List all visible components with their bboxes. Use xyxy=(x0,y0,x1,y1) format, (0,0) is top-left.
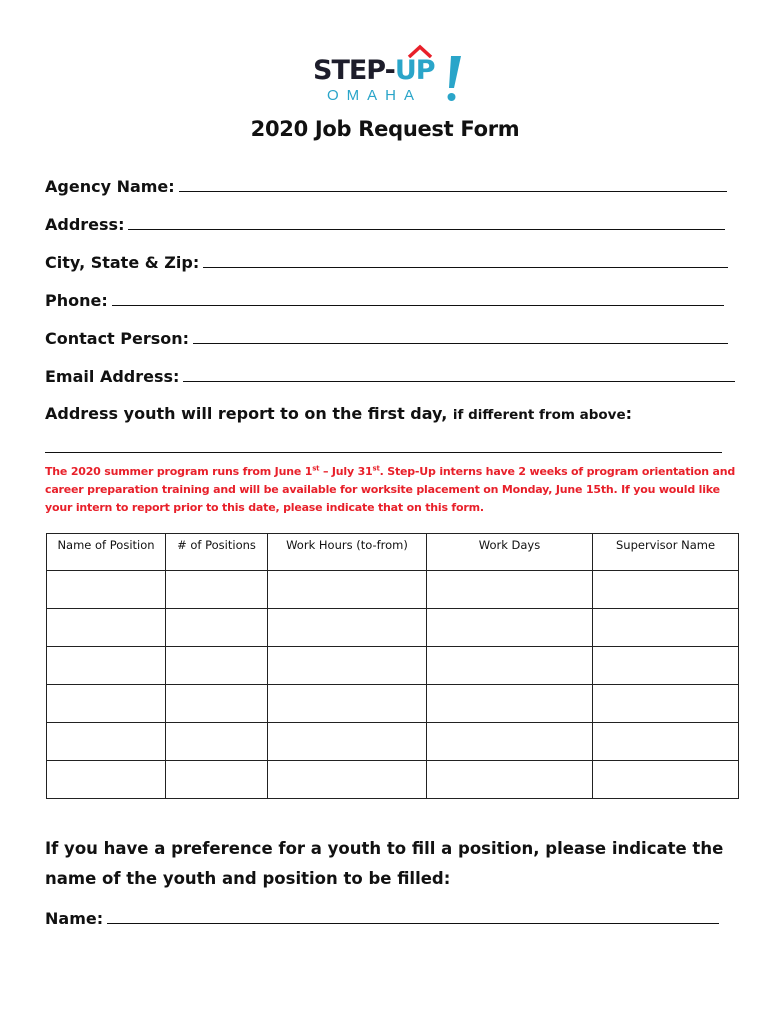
table-cell[interactable] xyxy=(268,723,427,761)
header-supervisor-name: Supervisor Name xyxy=(593,534,739,571)
table-cell[interactable] xyxy=(268,761,427,799)
table-cell[interactable] xyxy=(47,609,166,647)
phone-line[interactable] xyxy=(112,291,724,306)
phone-label: Phone: xyxy=(45,291,108,310)
notice-sup-2: st xyxy=(372,464,380,473)
youth-name-field[interactable] xyxy=(45,909,719,928)
logo-word-step: STEP- xyxy=(313,55,395,86)
table-cell[interactable] xyxy=(593,647,739,685)
report-address-label xyxy=(45,404,632,423)
table-cell[interactable] xyxy=(47,723,166,761)
city-state-zip-label: City, State & Zip: xyxy=(45,253,200,272)
table-cell[interactable] xyxy=(47,647,166,685)
table-cell[interactable] xyxy=(47,761,166,799)
email-address-field[interactable] xyxy=(45,367,735,386)
header-work-hours: Work Hours (to-from) xyxy=(268,534,427,571)
table-cell[interactable] xyxy=(268,571,427,609)
contact-person-label: Contact Person: xyxy=(45,329,190,348)
header-name-of-position: Name of Position xyxy=(47,534,166,571)
table-cell[interactable] xyxy=(268,647,427,685)
table-cell[interactable] xyxy=(166,761,268,799)
table-row xyxy=(47,609,739,647)
table-cell[interactable] xyxy=(593,571,739,609)
notice-part-2: – July 31 xyxy=(319,465,373,478)
step-up-omaha-logo xyxy=(313,44,463,106)
table-cell[interactable] xyxy=(427,571,593,609)
logo-wordmark xyxy=(313,56,435,86)
notice-part-1: The 2020 summer program runs from June 1 xyxy=(45,465,313,478)
agency-name-field[interactable] xyxy=(45,177,727,196)
address-label: Address: xyxy=(45,215,125,234)
email-address-line[interactable] xyxy=(183,367,735,382)
header-work-days: Work Days xyxy=(427,534,593,571)
table-cell[interactable] xyxy=(47,685,166,723)
email-address-label: Email Address: xyxy=(45,367,180,386)
table-row xyxy=(47,685,739,723)
address-line[interactable] xyxy=(128,215,725,230)
table-cell[interactable] xyxy=(427,647,593,685)
table-cell[interactable] xyxy=(47,571,166,609)
program-notice xyxy=(45,463,735,517)
table-cell[interactable] xyxy=(427,723,593,761)
table-row xyxy=(47,761,739,799)
logo-word-up: UP xyxy=(394,55,435,86)
header-number-of-positions: # of Positions xyxy=(166,534,268,571)
table-cell[interactable] xyxy=(268,685,427,723)
report-address-note: if different from above xyxy=(452,407,626,423)
report-address-colon: : xyxy=(625,404,633,423)
contact-person-line[interactable] xyxy=(193,329,728,344)
table-cell[interactable] xyxy=(166,571,268,609)
address-field[interactable] xyxy=(45,215,725,234)
phone-field[interactable] xyxy=(45,291,724,310)
table-cell[interactable] xyxy=(593,761,739,799)
table-cell[interactable] xyxy=(166,685,268,723)
youth-name-line[interactable] xyxy=(107,909,719,924)
form-title: 2020 Job Request Form xyxy=(250,117,520,141)
table-row xyxy=(47,723,739,761)
table-cell[interactable] xyxy=(268,609,427,647)
city-state-zip-field[interactable] xyxy=(45,253,728,272)
city-state-zip-line[interactable] xyxy=(203,253,728,268)
report-address-text: Address youth will report to on the first day, xyxy=(45,404,448,423)
table-cell[interactable] xyxy=(593,609,739,647)
table-cell[interactable] xyxy=(593,723,739,761)
positions-table xyxy=(46,533,739,799)
table-cell[interactable] xyxy=(427,609,593,647)
table-cell[interactable] xyxy=(427,685,593,723)
agency-name-line[interactable] xyxy=(179,177,727,192)
contact-person-field[interactable] xyxy=(45,329,728,348)
report-address-line[interactable] xyxy=(45,452,722,453)
table-cell[interactable] xyxy=(427,761,593,799)
notice-sup-1: st xyxy=(312,464,320,473)
table-header-row xyxy=(47,534,739,571)
table-row xyxy=(47,647,739,685)
table-cell[interactable] xyxy=(166,609,268,647)
table-row xyxy=(47,571,739,609)
youth-preference-text: If you have a preference for a youth to fill a position, please indicate the name of the youth and position to be filled: xyxy=(45,839,724,888)
logo-city: OMAHA xyxy=(327,87,423,104)
exclamation-icon xyxy=(445,54,463,106)
table-cell[interactable] xyxy=(166,723,268,761)
agency-name-label: Agency Name: xyxy=(45,177,175,196)
table-cell[interactable] xyxy=(166,647,268,685)
youth-name-label: Name: xyxy=(45,909,104,928)
table-cell[interactable] xyxy=(593,685,739,723)
notice-part-3: . Step-Up interns have 2 weeks of program orientation and career preparation training and will be available for worksite placement on Monday, June 15th. If you would like your intern to report prior to this date, please indicate that on this form. xyxy=(45,465,736,514)
